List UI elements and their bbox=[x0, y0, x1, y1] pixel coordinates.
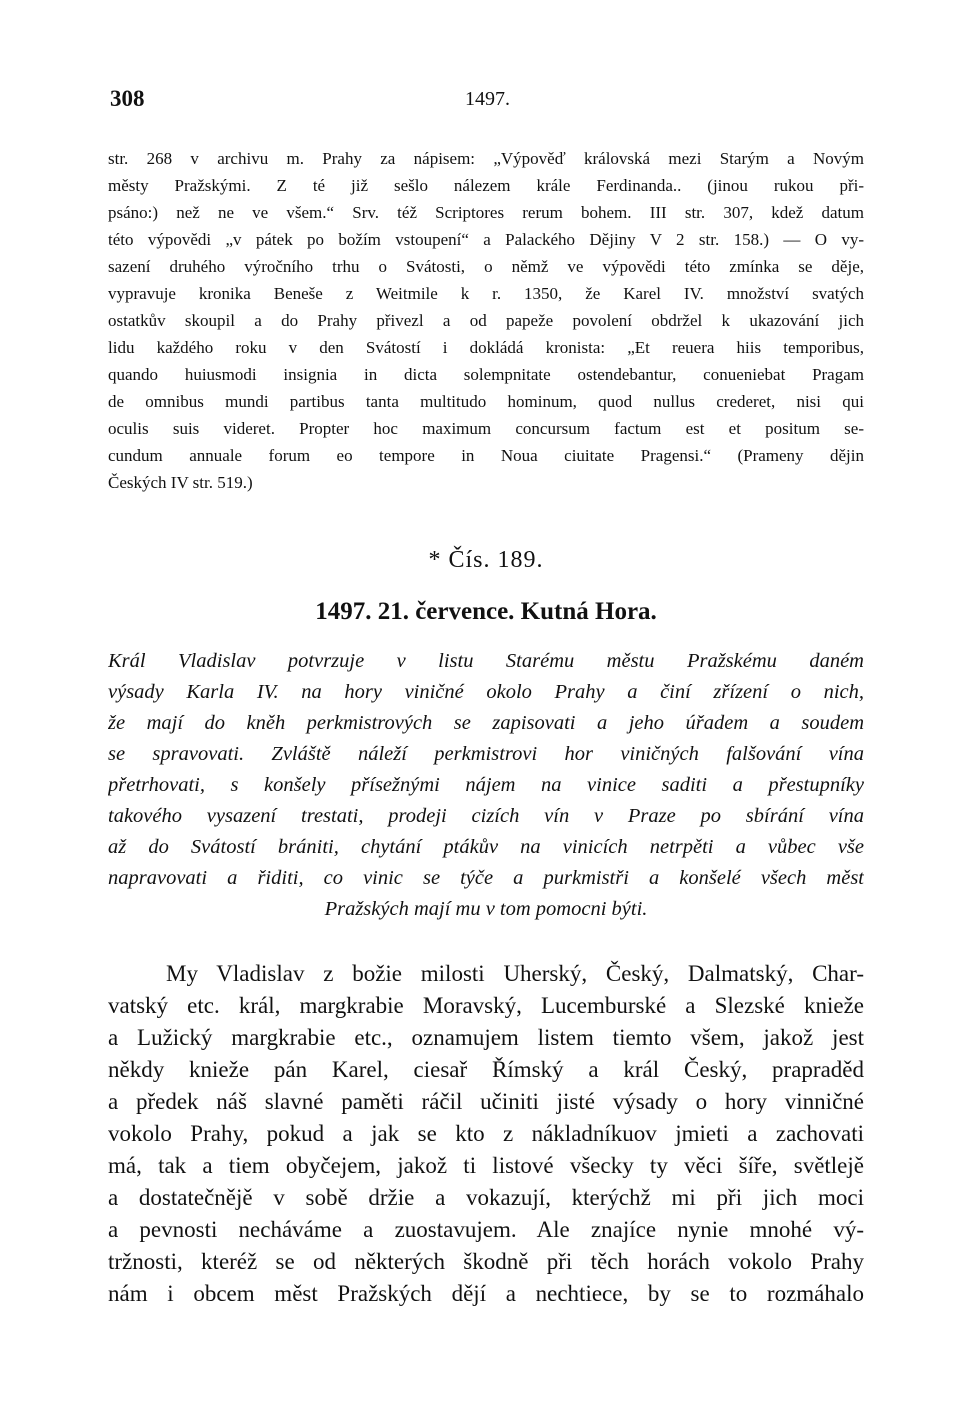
document-number: * Čís. 189. bbox=[428, 547, 544, 573]
note-line: quando huiusmodi insignia in dicta solempnitate ostendebantur, conueniebat Pragam bbox=[108, 365, 864, 384]
charter-line: tržnosti, kteréž se od některých škodně při těch horách vokolo Prahy bbox=[108, 1249, 864, 1274]
note-line: ostatkův skoupil a do Prahy přivezl a od papeže povolení obdržel k ukazování jich bbox=[108, 311, 864, 330]
charter-line: My Vladislav z božie milosti Uherský, Český, Dalmatský, Char- bbox=[166, 961, 864, 986]
note-line: této výpovědi „v pátek po božím vstoupení“ a Palackého Dějiny V 2 str. 158.) — O vy- bbox=[108, 230, 864, 249]
running-head-year: 1497. bbox=[465, 88, 510, 110]
note-line: cundum annuale forum eo tempore in Noua ciuitate Pragensi.“ (Prameny dějin bbox=[108, 446, 864, 465]
charter-line: má, tak a tiem obyčejem, jakož ti listové všecky ty věci šíře, světlejě bbox=[108, 1153, 864, 1178]
note-line: Českých IV str. 519.) bbox=[108, 473, 253, 492]
regest-line: až do Svátostí brániti, chytání ptákův na vinicích netrpěti a vůbec vše bbox=[108, 836, 864, 858]
regest-line: napravovati a řiditi, co vinic se týče a purkmistři a konšelé všech měst bbox=[108, 867, 864, 889]
page-number: 308 bbox=[110, 86, 145, 111]
charter-line: a Lužický margkrabie etc., oznamujem listem tiemto všem, jakož jest bbox=[108, 1025, 864, 1050]
note-line: sazení druhého výročního trhu o Svátosti, o němž ve výpovědi této zmínka se děje, bbox=[108, 257, 864, 276]
charter-line: nám i obcem měst Pražských dějí a nechtiece, by se to rozmáhalo bbox=[108, 1281, 864, 1306]
note-line: oculis suis videret. Propter hoc maximum concursum factum est et positum se- bbox=[108, 419, 864, 438]
charter-line: vatský etc. král, margkrabie Moravský, Lucemburské a Slezské knieže bbox=[108, 993, 864, 1018]
regest-line: že mají do kněh perkmistrových se zapisovati a jeho úřadem a soudem bbox=[108, 712, 864, 734]
charter-line: a dostatečnějě v sobě držie a vokazují, kterýchž mi při jich moci bbox=[108, 1185, 864, 1210]
regest-line: přetrhovati, s konšely přísežnými nájem na vinice saditi a přestupníky bbox=[108, 774, 864, 796]
charter-text bbox=[108, 958, 864, 1310]
regest-line: Pražských mají mu v tom pomocni býti. bbox=[324, 898, 648, 920]
note-line: lidu každého roku v den Svátostí i dokládá kronista: „Et reuera hiis temporibus, bbox=[108, 338, 864, 357]
note-line: městy Pražskými. Z té již sešlo nálezem krále Ferdinanda.. (jinou rukou při- bbox=[108, 176, 864, 195]
regest-line: Král Vladislav potvrzuje v listu Starému městu Pražskému daném bbox=[108, 650, 864, 672]
charter-line: a pevnosti necháváme a zuostavujem. Ale znajíce nynie mnohé vý- bbox=[108, 1217, 864, 1242]
regest-line: takového vysazení trestati, prodeji cizích vín v Praze po sbírání vína bbox=[108, 805, 864, 827]
document-date-heading: 1497. 21. července. Kutná Hora. bbox=[315, 598, 657, 625]
note-line: psáno:) než ne ve všem.“ Srv. též Scriptores rerum bohem. III str. 307, kdež datum bbox=[108, 203, 864, 222]
regest-summary bbox=[108, 646, 864, 925]
note-line: de omnibus mundi partibus tanta multitudo hominum, quod nullus crederet, nisi qui bbox=[108, 392, 864, 411]
note-line: str. 268 v archivu m. Prahy za nápisem: „Výpověď královská mezi Starým a Novým bbox=[108, 149, 864, 168]
charter-line: vokolo Prahy, pokud a jak se kto z nákladníkuov jmieti a zachovati bbox=[108, 1121, 864, 1146]
page-header bbox=[110, 86, 860, 116]
regest-line: se spravovati. Zvláště náleží perkmistrovi hor viničných falšování vína bbox=[108, 743, 864, 765]
charter-line: někdy knieže pán Karel, ciesař Římský a král Český, prapraděd bbox=[108, 1057, 864, 1082]
regest-line: výsady Karla IV. na hory viničné okolo Prahy a činí zřízení o nich, bbox=[108, 681, 864, 703]
note-line: vypravuje kronika Beneše z Weitmile k r. 1350, že Karel IV. množství svatých bbox=[108, 284, 864, 303]
footnote-paragraph bbox=[108, 145, 864, 496]
charter-line: a předek náš slavné paměti ráčil učiniti jisté výsady o hory vinničné bbox=[108, 1089, 864, 1114]
